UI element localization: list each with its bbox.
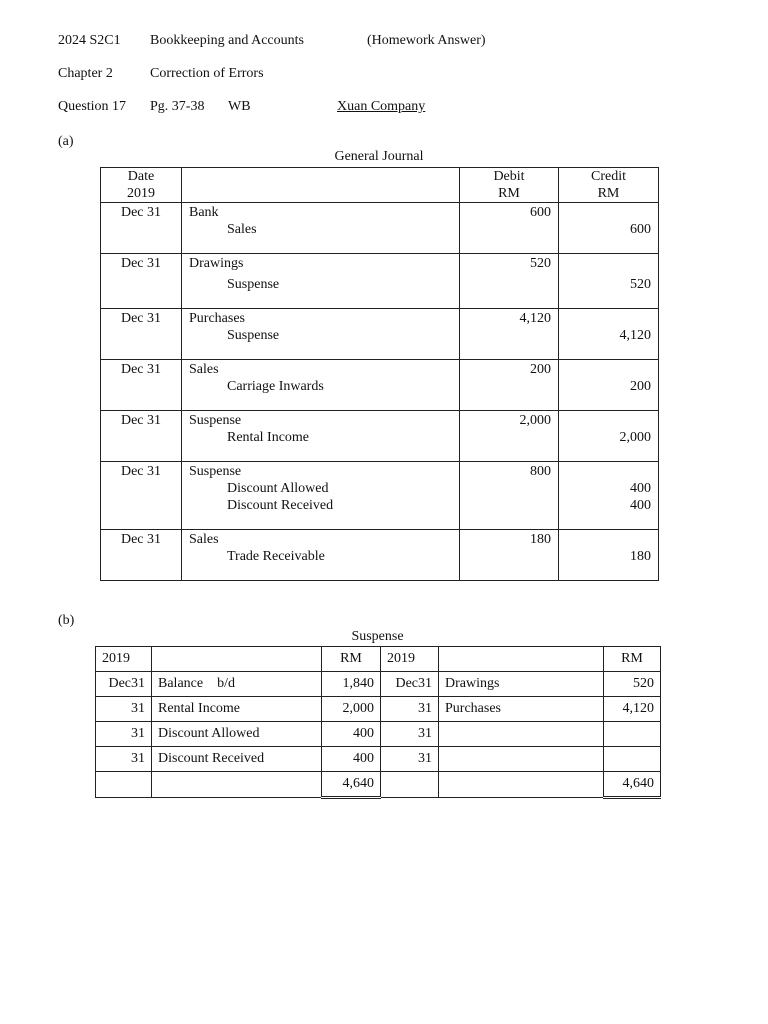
ledger-header-row <box>96 647 661 672</box>
year-header-label: 2019 <box>127 186 155 201</box>
debit-amount: 800 <box>530 464 551 479</box>
debit-amount: 400 <box>322 747 381 772</box>
debit-year-header: 2019 <box>96 647 152 672</box>
entry-accounts <box>182 411 460 462</box>
debit-account: Sales <box>189 532 219 547</box>
ledger-row <box>96 747 661 772</box>
credit-amount: 2,000 <box>619 430 651 445</box>
ledger-title: Suspense <box>351 629 404 644</box>
credit-particulars-header <box>439 647 604 672</box>
debit-amount: 200 <box>530 362 551 377</box>
credit-account: Suspense <box>227 328 280 343</box>
debit-amount: 2,000 <box>322 697 381 722</box>
credit-year-header: 2019 <box>381 647 439 672</box>
debit-amount: 2,000 <box>519 413 551 428</box>
debit-account: Sales <box>189 362 219 377</box>
entry-date: Dec 31 <box>101 254 182 309</box>
total-blank-cell <box>439 772 604 798</box>
company-name: Xuan Company <box>337 99 426 114</box>
ledger-row <box>96 722 661 747</box>
debit-currency-label: RM <box>498 186 520 201</box>
entry-credit <box>559 462 659 530</box>
credit-rm-header: RM <box>604 647 661 672</box>
ledger-total-row <box>96 772 661 798</box>
debit-date: 31 <box>96 747 152 772</box>
entry-date: Dec 31 <box>101 203 182 254</box>
credit-currency-label: RM <box>597 186 620 201</box>
debit-date: 31 <box>96 697 152 722</box>
book-reference: WB <box>228 99 251 114</box>
entry-date: Dec 31 <box>101 309 182 360</box>
credit-date: Dec31 <box>381 672 439 697</box>
journal-entry-row <box>101 360 659 411</box>
entry-credit <box>559 360 659 411</box>
debit-particular: Discount Received <box>152 747 322 772</box>
credit-amount: 180 <box>630 549 651 564</box>
total-blank-cell <box>152 772 322 798</box>
credit-amount: 4,120 <box>604 697 661 722</box>
debit-total: 4,640 <box>322 772 381 798</box>
debit-rm-header: RM <box>322 647 381 672</box>
credit-account: Carriage Inwards <box>227 379 324 394</box>
entry-accounts <box>182 203 460 254</box>
debit-amount: 520 <box>530 256 551 271</box>
general-journal-table <box>100 167 659 581</box>
entry-debit <box>460 360 559 411</box>
credit-amount: 400 <box>630 498 651 513</box>
chapter-topic: Correction of Errors <box>150 66 264 81</box>
debit-account: Bank <box>189 205 219 220</box>
debit-account: Suspense <box>189 413 242 428</box>
credit-account: Suspense <box>227 277 280 292</box>
ledger-row <box>96 697 661 722</box>
date-column-header <box>101 168 182 203</box>
course-code: 2024 S2C1 <box>58 33 121 48</box>
total-blank-cell <box>381 772 439 798</box>
entry-credit <box>559 530 659 581</box>
entry-date: Dec 31 <box>101 360 182 411</box>
credit-amount: 520 <box>630 277 651 292</box>
entry-accounts <box>182 530 460 581</box>
credit-amount <box>604 722 661 747</box>
credit-amount <box>604 747 661 772</box>
debit-account: Drawings <box>189 256 244 271</box>
credit-account: Discount Allowed <box>227 481 329 496</box>
entry-accounts <box>182 309 460 360</box>
entry-credit <box>559 411 659 462</box>
subject-title: Bookkeeping and Accounts <box>150 33 304 48</box>
credit-date: 31 <box>381 697 439 722</box>
debit-particulars-header <box>152 647 322 672</box>
credit-particular: Drawings <box>439 672 604 697</box>
entry-debit <box>460 411 559 462</box>
entry-accounts <box>182 254 460 309</box>
journal-entry-row <box>101 411 659 462</box>
credit-account: Discount Received <box>227 498 334 513</box>
chapter-label: Chapter 2 <box>58 66 113 81</box>
debit-amount: 1,840 <box>322 672 381 697</box>
date-header-label: Date <box>127 169 155 184</box>
entry-credit <box>559 203 659 254</box>
credit-column-header <box>559 168 659 203</box>
entry-accounts <box>182 360 460 411</box>
credit-account: Sales <box>227 222 257 237</box>
part-a-label: (a) <box>58 134 74 149</box>
debit-date: 31 <box>96 722 152 747</box>
credit-amount: 200 <box>630 379 651 394</box>
entry-date: Dec 31 <box>101 411 182 462</box>
journal-entry-row <box>101 203 659 254</box>
journal-entry-row <box>101 309 659 360</box>
entry-debit <box>460 203 559 254</box>
credit-particular <box>439 722 604 747</box>
credit-date: 31 <box>381 722 439 747</box>
journal-entry-row <box>101 462 659 530</box>
part-b-label: (b) <box>58 613 75 628</box>
debit-date: Dec31 <box>96 672 152 697</box>
credit-amount: 520 <box>604 672 661 697</box>
journal-title: General Journal <box>334 149 424 164</box>
total-blank-cell <box>96 772 152 798</box>
credit-account: Rental Income <box>227 430 310 445</box>
document-note: (Homework Answer) <box>367 33 486 48</box>
suspense-ledger-table <box>95 646 661 799</box>
debit-account: Suspense <box>189 464 242 479</box>
debit-amount: 180 <box>530 532 551 547</box>
journal-header-row <box>101 168 659 203</box>
entry-debit <box>460 309 559 360</box>
credit-header-label: Credit <box>591 169 626 184</box>
credit-total: 4,640 <box>604 772 661 798</box>
credit-amount: 4,120 <box>619 328 651 343</box>
entry-accounts <box>182 462 460 530</box>
entry-debit <box>460 530 559 581</box>
debit-header-label: Debit <box>493 169 525 184</box>
credit-date: 31 <box>381 747 439 772</box>
entry-credit <box>559 254 659 309</box>
debit-particular: Rental Income <box>152 697 322 722</box>
credit-amount: 600 <box>630 222 651 237</box>
debit-particular: Discount Allowed <box>152 722 322 747</box>
ledger-row <box>96 672 661 697</box>
credit-particular <box>439 747 604 772</box>
entry-date: Dec 31 <box>101 462 182 530</box>
entry-credit <box>559 309 659 360</box>
credit-particular: Purchases <box>439 697 604 722</box>
entry-date: Dec 31 <box>101 530 182 581</box>
journal-entry-row <box>101 530 659 581</box>
page-reference: Pg. 37-38 <box>150 99 205 114</box>
entry-debit <box>460 254 559 309</box>
question-number: Question 17 <box>58 99 127 114</box>
debit-amount: 400 <box>322 722 381 747</box>
credit-amount: 400 <box>630 481 651 496</box>
journal-entry-row <box>101 254 659 309</box>
entry-debit <box>460 462 559 530</box>
debit-amount: 4,120 <box>519 311 551 326</box>
particulars-column-header <box>182 168 460 203</box>
debit-particular: Balance b/d <box>152 672 322 697</box>
debit-column-header <box>460 168 559 203</box>
debit-account: Purchases <box>189 311 245 326</box>
credit-account: Trade Receivable <box>227 549 325 564</box>
debit-amount: 600 <box>530 205 551 220</box>
